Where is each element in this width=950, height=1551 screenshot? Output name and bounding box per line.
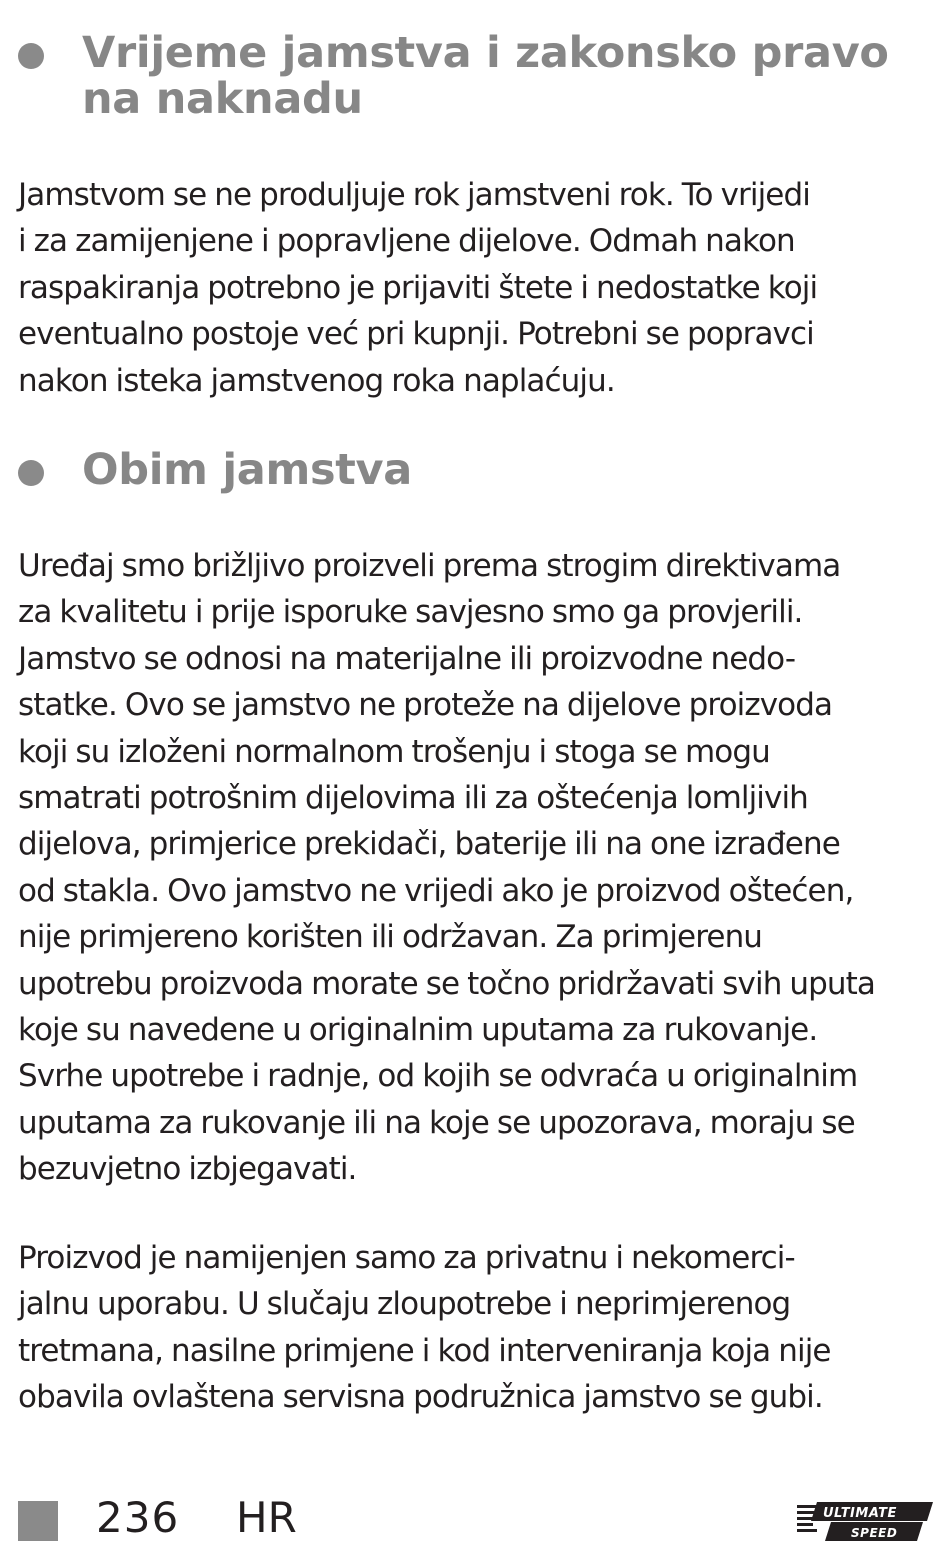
text-line: Jamstvom se ne produljuje rok jamstveni rok. To vrijedi — [18, 177, 810, 213]
page-marker-square — [18, 1501, 58, 1541]
paragraph-private-use — [18, 1235, 933, 1421]
text-line: i za zamijenjene i popravljene dijelove. Odmah nakon — [18, 223, 795, 260]
text-line: bezuvjetno izbjegavati. — [18, 1151, 357, 1188]
text-line: uputama za rukovanje ili na koje se upozorava, moraju se — [18, 1104, 855, 1141]
text-line: statke. Ovo se jamstvo ne proteže na dijelove proizvoda — [18, 687, 833, 724]
text-line: tretmana, nasilne primjene i kod interveniranja koja nije — [18, 1332, 831, 1369]
bullet-icon — [18, 460, 44, 486]
paragraph-warranty-scope — [18, 543, 933, 1193]
text-line: od stakla. Ovo jamstvo ne vrijedi ako je proizvod oštećen, — [18, 872, 854, 909]
text-line: obavila ovlaštena servisna podružnica jamstvo se gubi. — [18, 1379, 823, 1416]
bullet-icon — [18, 43, 44, 69]
section-title: Obim jamstva — [82, 445, 413, 495]
text-line: smatrati potrošnim dijelovima ili za oštećenja lomljivih — [18, 780, 808, 817]
text-line: eventualno postoje već pri kupnji. Potrebni se popravci — [18, 316, 814, 353]
text-line: raspakiranja potrebno je prijaviti štete i nedostatke koji — [18, 269, 818, 306]
svg-text:SPEED: SPEED — [851, 1526, 898, 1540]
text-line: Jamstvo se odnosi na materijalne ili proizvodne nedo- — [18, 640, 796, 677]
text-line: dijelova, primjerice prekidači, baterije ili na one izrađene — [18, 826, 840, 863]
text-line: Svrhe upotrebe i radnje, od kojih se odvraća u originalnim — [18, 1058, 858, 1095]
page-footer — [18, 1491, 935, 1551]
text-line: Proizvod je namijenjen samo za privatnu i nekomerci- — [18, 1240, 795, 1276]
text-line: Uređaj smo brižljivo proizveli prema strogim direktivama — [18, 548, 841, 584]
page-number: 236 — [96, 1493, 180, 1542]
svg-text:ULTIMATE: ULTIMATE — [823, 1506, 897, 1521]
text-line: jalnu uporabu. U slučaju zloupotrebe i neprimjerenog — [18, 1286, 791, 1323]
text-line: upotrebu proizvoda morate se točno pridržavati svih uputa — [18, 965, 876, 1002]
section-heading-warranty-period — [18, 30, 938, 122]
section-title: Vrijeme jamstva i zakonsko pravo na naknadu — [82, 28, 889, 124]
text-line: nije primjereno korišten ili održavan. Za primjerenu — [18, 919, 763, 956]
ultimate-speed-logo — [795, 1499, 935, 1543]
language-code: HR — [236, 1493, 297, 1542]
text-line: koji su izloženi normalnom trošenju i stoga se mogu — [18, 733, 770, 770]
text-line: nakon isteka jamstvenog roka naplaćuju. — [18, 362, 615, 399]
text-line: koje su navedene u originalnim uputama za rukovanje. — [18, 1012, 818, 1049]
section-heading-warranty-scope — [18, 447, 938, 493]
text-line: za kvalitetu i prije isporuke savjesno smo ga provjerili. — [18, 594, 803, 631]
paragraph-warranty-period — [18, 172, 933, 404]
